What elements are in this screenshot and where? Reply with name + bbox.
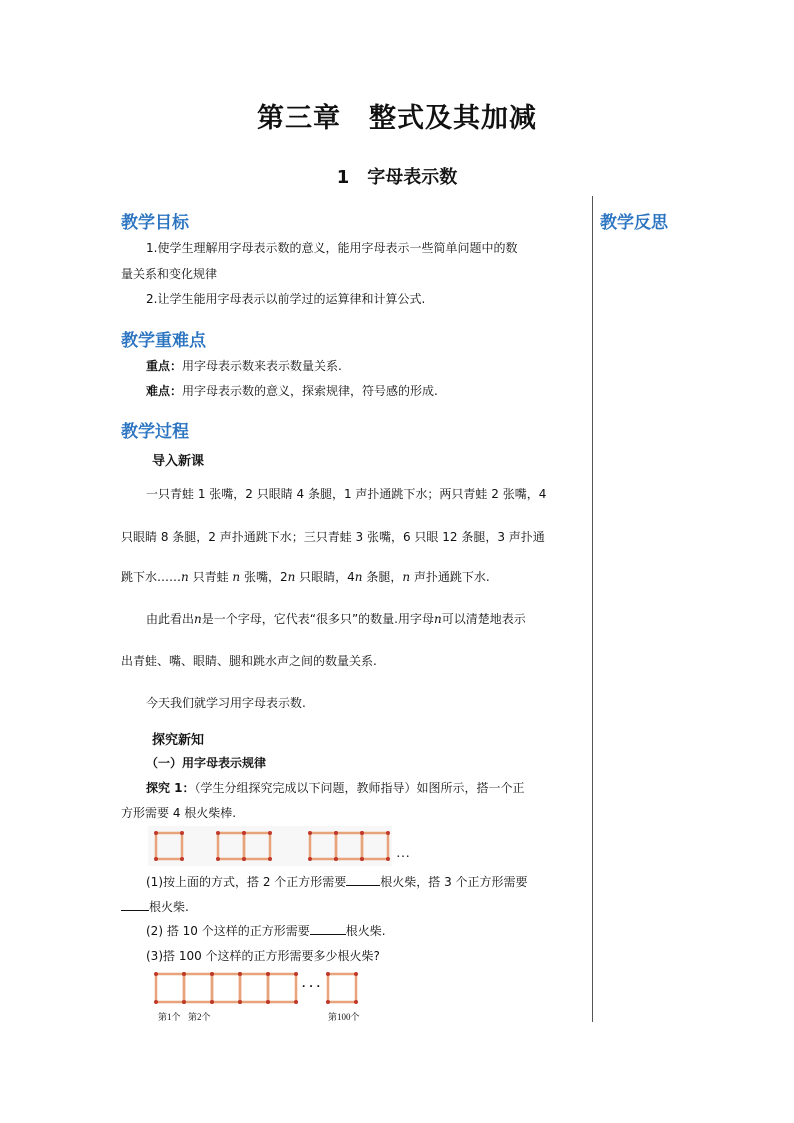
para2-line2: 出青蛙、嘴、眼睛、腿和跳水声之间的数量关系. [121, 654, 377, 668]
part1-heading: （一）用字母表示规律 [146, 756, 267, 770]
goals-heading: 教学目标 [121, 213, 189, 233]
match-head [216, 831, 220, 835]
text-run: 只青蛙 [188, 570, 233, 584]
explore-heading: 探究新知 [152, 733, 205, 748]
key-text: 用字母表示数来表示数量关系. [182, 359, 342, 373]
question-2 [146, 921, 386, 941]
match-head [154, 1000, 158, 1004]
matchstick-figure-1 [148, 826, 418, 868]
match-head [386, 831, 390, 835]
explore1-text: （学生分组探究完成以下问题，教师指导）如图所示，搭一个正 [194, 781, 525, 795]
match-head [268, 857, 272, 861]
match-head [266, 972, 270, 976]
figure-ellipsis: · · · [302, 979, 321, 993]
section-title: 1 字母表示数 [336, 167, 458, 188]
para1-line3 [121, 567, 490, 587]
key-label: 重点： [146, 359, 183, 373]
variable-n: n [402, 570, 411, 584]
reflection-heading: 教学反思 [600, 213, 668, 233]
match-head [154, 857, 158, 861]
matchstick-row [154, 972, 358, 1004]
figure-ellipsis: … [396, 846, 410, 861]
difficult-point [146, 381, 438, 401]
matchstick-figure-2 [150, 968, 370, 1026]
match-head [294, 972, 298, 976]
text-run: (2) 搭 10 个这样的正方形需要 [146, 924, 310, 938]
key-points-heading: 教学重难点 [121, 331, 206, 351]
variable-n: n [434, 612, 442, 626]
text-run: 跳下水…… [121, 570, 182, 584]
match-head [360, 831, 364, 835]
question-1-cont [121, 897, 189, 917]
difficult-label: 难点： [146, 384, 183, 398]
match-head [242, 857, 246, 861]
intro-heading: 导入新课 [152, 454, 205, 469]
match-head [210, 1000, 214, 1004]
variable-n: n [354, 570, 363, 584]
match-head [294, 1000, 298, 1004]
text-run: 根火柴，搭 3 个正方形需要 [380, 875, 528, 889]
figure-label-hundredth: 第100个 [328, 1012, 360, 1022]
match-head [360, 857, 364, 861]
variable-n: n [232, 570, 241, 584]
text-run: 根火柴. [149, 900, 189, 914]
goal-item-1: 1.使学生理解用字母表示数的意义，能用字母表示一些简单问题中的数 [146, 241, 518, 255]
match-head [216, 857, 220, 861]
match-head [182, 972, 186, 976]
text-run: (1)按上面的方式，搭 2 个正方形需要 [146, 875, 347, 889]
match-head [238, 1000, 242, 1004]
text-run: 根火柴. [345, 924, 386, 938]
match-head [354, 1000, 358, 1004]
match-head [326, 1000, 330, 1004]
match-head [386, 857, 390, 861]
text-run: 由此看出 [146, 612, 195, 626]
match-head [308, 857, 312, 861]
goal-item-1-cont: 量关系和变化规律 [121, 267, 218, 281]
text-run: 只眼睛，4 [295, 570, 355, 584]
text-run: 张嘴，2 [240, 570, 288, 584]
answer-blank[interactable] [121, 897, 149, 911]
difficult-text: 用字母表示数的意义，探索规律，符号感的形成. [182, 384, 438, 398]
match-head [268, 831, 272, 835]
explore1-line2: 方形需要 4 根火柴棒. [121, 806, 237, 820]
match-head [334, 831, 338, 835]
text-run: 声扑通跳下水. [410, 570, 490, 584]
explore1-line1 [146, 778, 525, 798]
question-3: (3)搭 100 个这样的正方形需要多少根火柴? [146, 949, 380, 963]
match-head [180, 857, 184, 861]
match-head [154, 972, 158, 976]
match-head [180, 831, 184, 835]
para1-line1: 一只青蛙 1 张嘴，2 只眼睛 4 条腿，1 声扑通跳下水；两只青蛙 2 张嘴，4 [146, 487, 547, 501]
para1-line2: 只眼睛 8 条腿，2 声扑通跳下水；三只青蛙 3 张嘴，6 只眼 12 条腿，3 声扑通 [121, 530, 545, 544]
match-head [210, 972, 214, 976]
para3: 今天我们就学习用字母表示数. [146, 696, 306, 710]
column-divider [592, 196, 593, 1022]
process-heading: 教学过程 [121, 422, 189, 442]
match-head [326, 972, 330, 976]
figure-label-second: 第2个 [188, 1012, 211, 1022]
answer-blank[interactable] [310, 921, 346, 935]
para2-line1 [146, 609, 526, 629]
text-run: 可以清楚地表示 [441, 612, 526, 626]
match-head [238, 972, 242, 976]
match-head [182, 1000, 186, 1004]
chapter-title: 第三章 整式及其加减 [257, 103, 537, 134]
answer-blank[interactable] [346, 872, 380, 886]
match-head [242, 831, 246, 835]
question-1 [146, 872, 528, 892]
match-head [154, 831, 158, 835]
variable-n: n [287, 570, 296, 584]
variable-n: n [194, 612, 202, 626]
figure-label-first: 第1个 [158, 1012, 181, 1022]
match-head [354, 972, 358, 976]
goal-item-2: 2.让学生能用字母表示以前学过的运算律和计算公式. [146, 292, 426, 306]
variable-n: n [181, 570, 189, 584]
text-run: 是一个字母，它代表“很多只”的数量.用字母 [201, 612, 434, 626]
match-head [266, 1000, 270, 1004]
text-run: 条腿， [362, 570, 403, 584]
match-head [308, 831, 312, 835]
match-head [334, 857, 338, 861]
key-point [146, 356, 342, 376]
explore1-label: 探究 1： [146, 781, 195, 795]
